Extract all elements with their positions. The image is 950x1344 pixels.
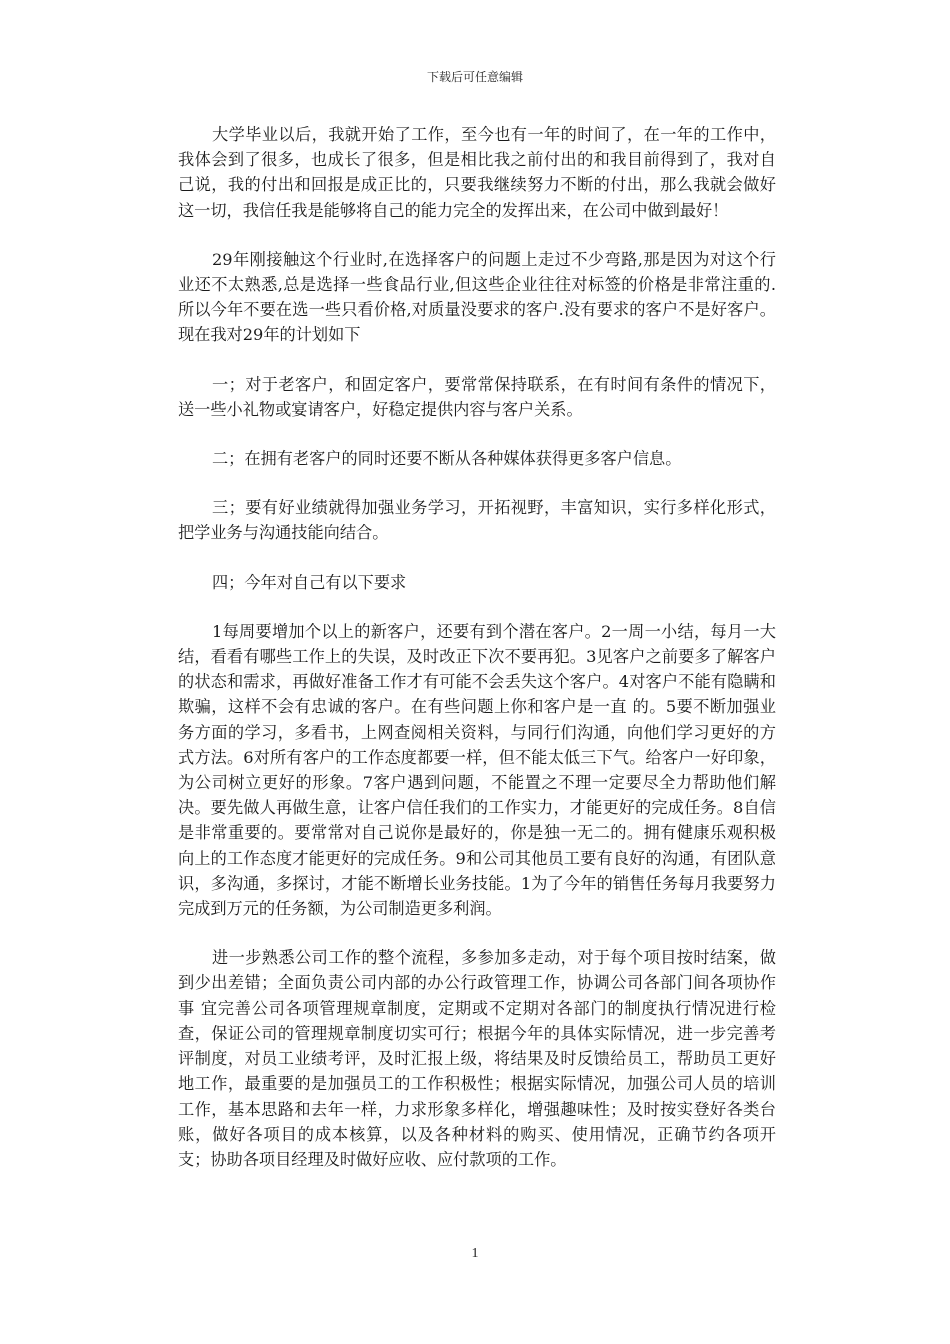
page-header: 下载后可任意编辑 xyxy=(426,70,523,84)
page-number: 1 xyxy=(471,1246,479,1261)
paragraph-admin-work: 进一步熟悉公司工作的整个流程，多参加多走动，对于每个项目按时结案，做到少出差错；全面负责公司内部的办公行政管理工作，协调公司各部门间各项协作事 宜完善公司各项管理规章制度，定期或不定期对各部门的制度执行情况进行检查，保证公司的管理规章制度切实可行；根据今年的具体实际情况，进一步完善考评制度，对员工业绩考评，及时汇报上级，将结果及时反馈给员工，帮助员工更好地工作，最重要的是加强员工的工作积极性；根据实际情况，加强公司人员的培训工作，基本思路和去年一样，力求形象多样化，增强趣味性；及时按实登好各类台账，做好各项目的成本核算，以及各种材料的购买、使用情况，正确节约各项开支；协助各项目经理及时做好应收、应付款项的工作。 xyxy=(178,948,776,1169)
paragraph-intro: 大学毕业以后，我就开始了工作，至今也有一年的时间了，在一年的工作中，我体会到了很多，也成长了很多，但是相比我之前付出的和我目前得到了，我对自己说，我的付出和回报是成正比的，只要我继续努力不断的付出，那么我就会做好这一切，我信任我是能够将自己的能力完全的发挥出来，在公司中做到最好！ xyxy=(178,125,776,220)
paragraph-plan-item-2: 二；在拥有老客户的同时还要不断从各种媒体获得更多客户信息。 xyxy=(212,449,682,469)
document-body xyxy=(178,122,776,1196)
paragraph-requirements: 1每周要增加个以上的新客户，还要有到个潜在客户。2一周一小结，每月一大结，看看有哪些工作上的失误，及时改正下次不要再犯。3见客户之前要多了解客户的状态和需求，再做好准备工作才有可能不会丢失这个客户。4对客户不能有隐瞒和欺骗，这样不会有忠诚的客户。在有些问题上你和客户是一直 的。5要不断加强业务方面的学习，多看书，上网查阅相关资料，与同行们沟通，向他们学习更好的方式方法。6对所有客户的工作态度都要一样，但不能太低三下气。给客户一好印象，为公司树立更好的形象。7客户遇到问题，不能置之不理一定要尽全力帮助他们解决。要先做人再做生意，让客户信任我们的工作实力，才能更好的完成任务。8自信是非常重要的。要常常对自己说你是最好的，你是独一无二的。拥有健康乐观积极向上的工作态度才能更好的完成任务。9和公司其他员工要有良好的沟通，有团队意识，多沟通，多探讨，才能不断增长业务技能。1为了今年的销售任务每月我要努力完成到万元的任务额，为公司制造更多利润。 xyxy=(178,621,776,919)
paragraph-plan-item-1: 一；对于老客户，和固定客户，要常常保持联系，在有时间有条件的情况下，送一些小礼物或宴请客户，好稳定提供内容与客户关系。 xyxy=(178,374,776,419)
paragraph-plan-item-4: 四；今年对自己有以下要求 xyxy=(212,572,407,592)
paragraph-industry-review: 29年刚接触这个行业时,在选择客户的问题上走过不少弯路,那是因为对这个行业还不太熟悉,总是选择一些食品行业,但这些企业往往对标签的价格是非常注重的.所以今年不要在选一些只看价格,对质量没要求的客户.没有要求的客户不是好客户。 现在我对29年的计划如下 xyxy=(178,249,776,345)
paragraph-plan-item-3: 三；要有好业绩就得加强业务学习，开拓视野，丰富知识，实行多样化形式，把学业务与沟通技能向结合。 xyxy=(178,498,776,543)
